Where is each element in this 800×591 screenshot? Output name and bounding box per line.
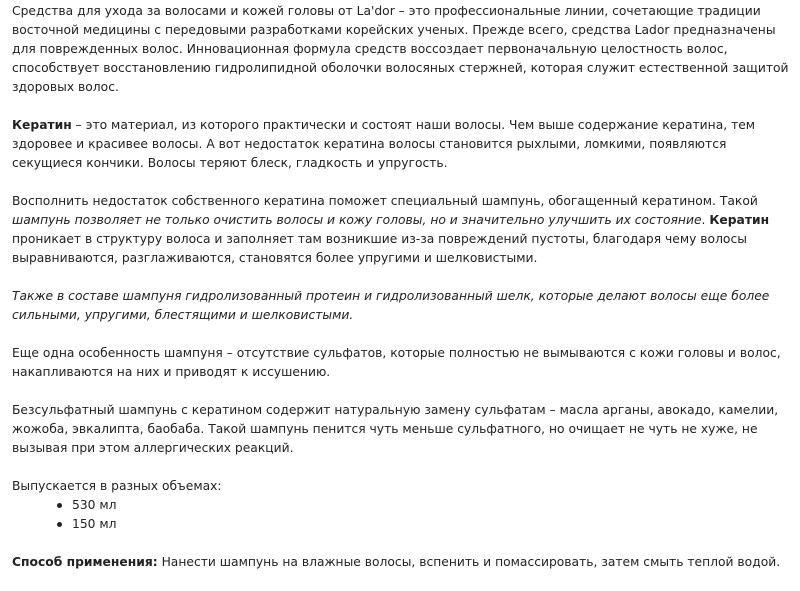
usage-label: Способ применения: — [12, 555, 158, 569]
volumes-intro: Выпускается в разных объемах: — [12, 479, 222, 493]
shampoo-text-start: Восполнить недостаток собственного кератина поможет специальный шампунь, обогащенный кератином. Такой — [12, 194, 758, 208]
shampoo-italic-phrase: шампунь позволяет не только очистить волосы и кожу головы, но и значительно улучшить их состояние — [12, 213, 702, 227]
keratin-term: Кератин — [12, 118, 72, 132]
usage-text: Нанести шампунь на влажные волосы, вспенить и помассировать, затем смыть теплой водой. — [157, 555, 781, 569]
protein-paragraph: Также в составе шампуня гидролизованный протеин и гидролизованный шелк, которые делают волосы еще более сильными, упругими, блестящими и шелковистыми. — [12, 289, 770, 322]
volume-list-item: 530 мл — [57, 496, 792, 515]
sulfate-free-paragraph: Безсульфатный шампунь с кератином содержит натуральную замену сульфатам – масла арганы, авокадо, камелии, жожоба, эвкалипта, баобаба. Такой шампунь пенится чуть меньше сульфатного, но очищает не чуть не хуже, не вызывая при этом аллергических реакций. — [12, 403, 779, 455]
volume-list-item: 150 мл — [57, 515, 792, 534]
keratin-paragraph — [12, 116, 792, 173]
shampoo-keratin-term: Кератин — [709, 213, 770, 227]
keratin-description: – это материал, из которого практически и состоят наши волосы. Чем выше содержание кератина, тем здоровее и красивее волосы. А вот недостаток кератина волосы становится рыхлыми, ломкими, появляются секущиеся кончики. Волосы теряют блеск, гладкость и упругость. — [12, 118, 756, 170]
usage-paragraph — [12, 553, 792, 572]
intro-paragraph: Средства для ухода за волосами и кожей головы от La'dor – это профессиональные линии, сочетающие традиции восточной медицины с передовыми разработками корейских ученых. Прежде всего, средства Lador предназначены для поврежденных волос. Инновационная формула средств воссоздает первоначальную целостность волос, способствует восстановлению гидролипидной оболочки волосяных стержней, которая служит естественной защитой здоровых волос. — [12, 4, 789, 94]
sulfates-paragraph: Еще одна особенность шампуня – отсутствие сульфатов, которые полностью не вымываются с кожи головы и волос, накапливаются на них и приводят к иссушению. — [12, 346, 781, 379]
shampoo-sentence-end: . — [701, 213, 710, 227]
volumes-list — [12, 496, 792, 534]
product-description — [12, 2, 792, 591]
shampoo-paragraph — [12, 192, 792, 268]
shampoo-text-end: проникает в структуру волоса и заполняет там возникшие из-за повреждений пустоты, благодаря чему волосы выравниваются, разглаживаются, становятся более упругими и шелковистыми. — [12, 232, 747, 265]
